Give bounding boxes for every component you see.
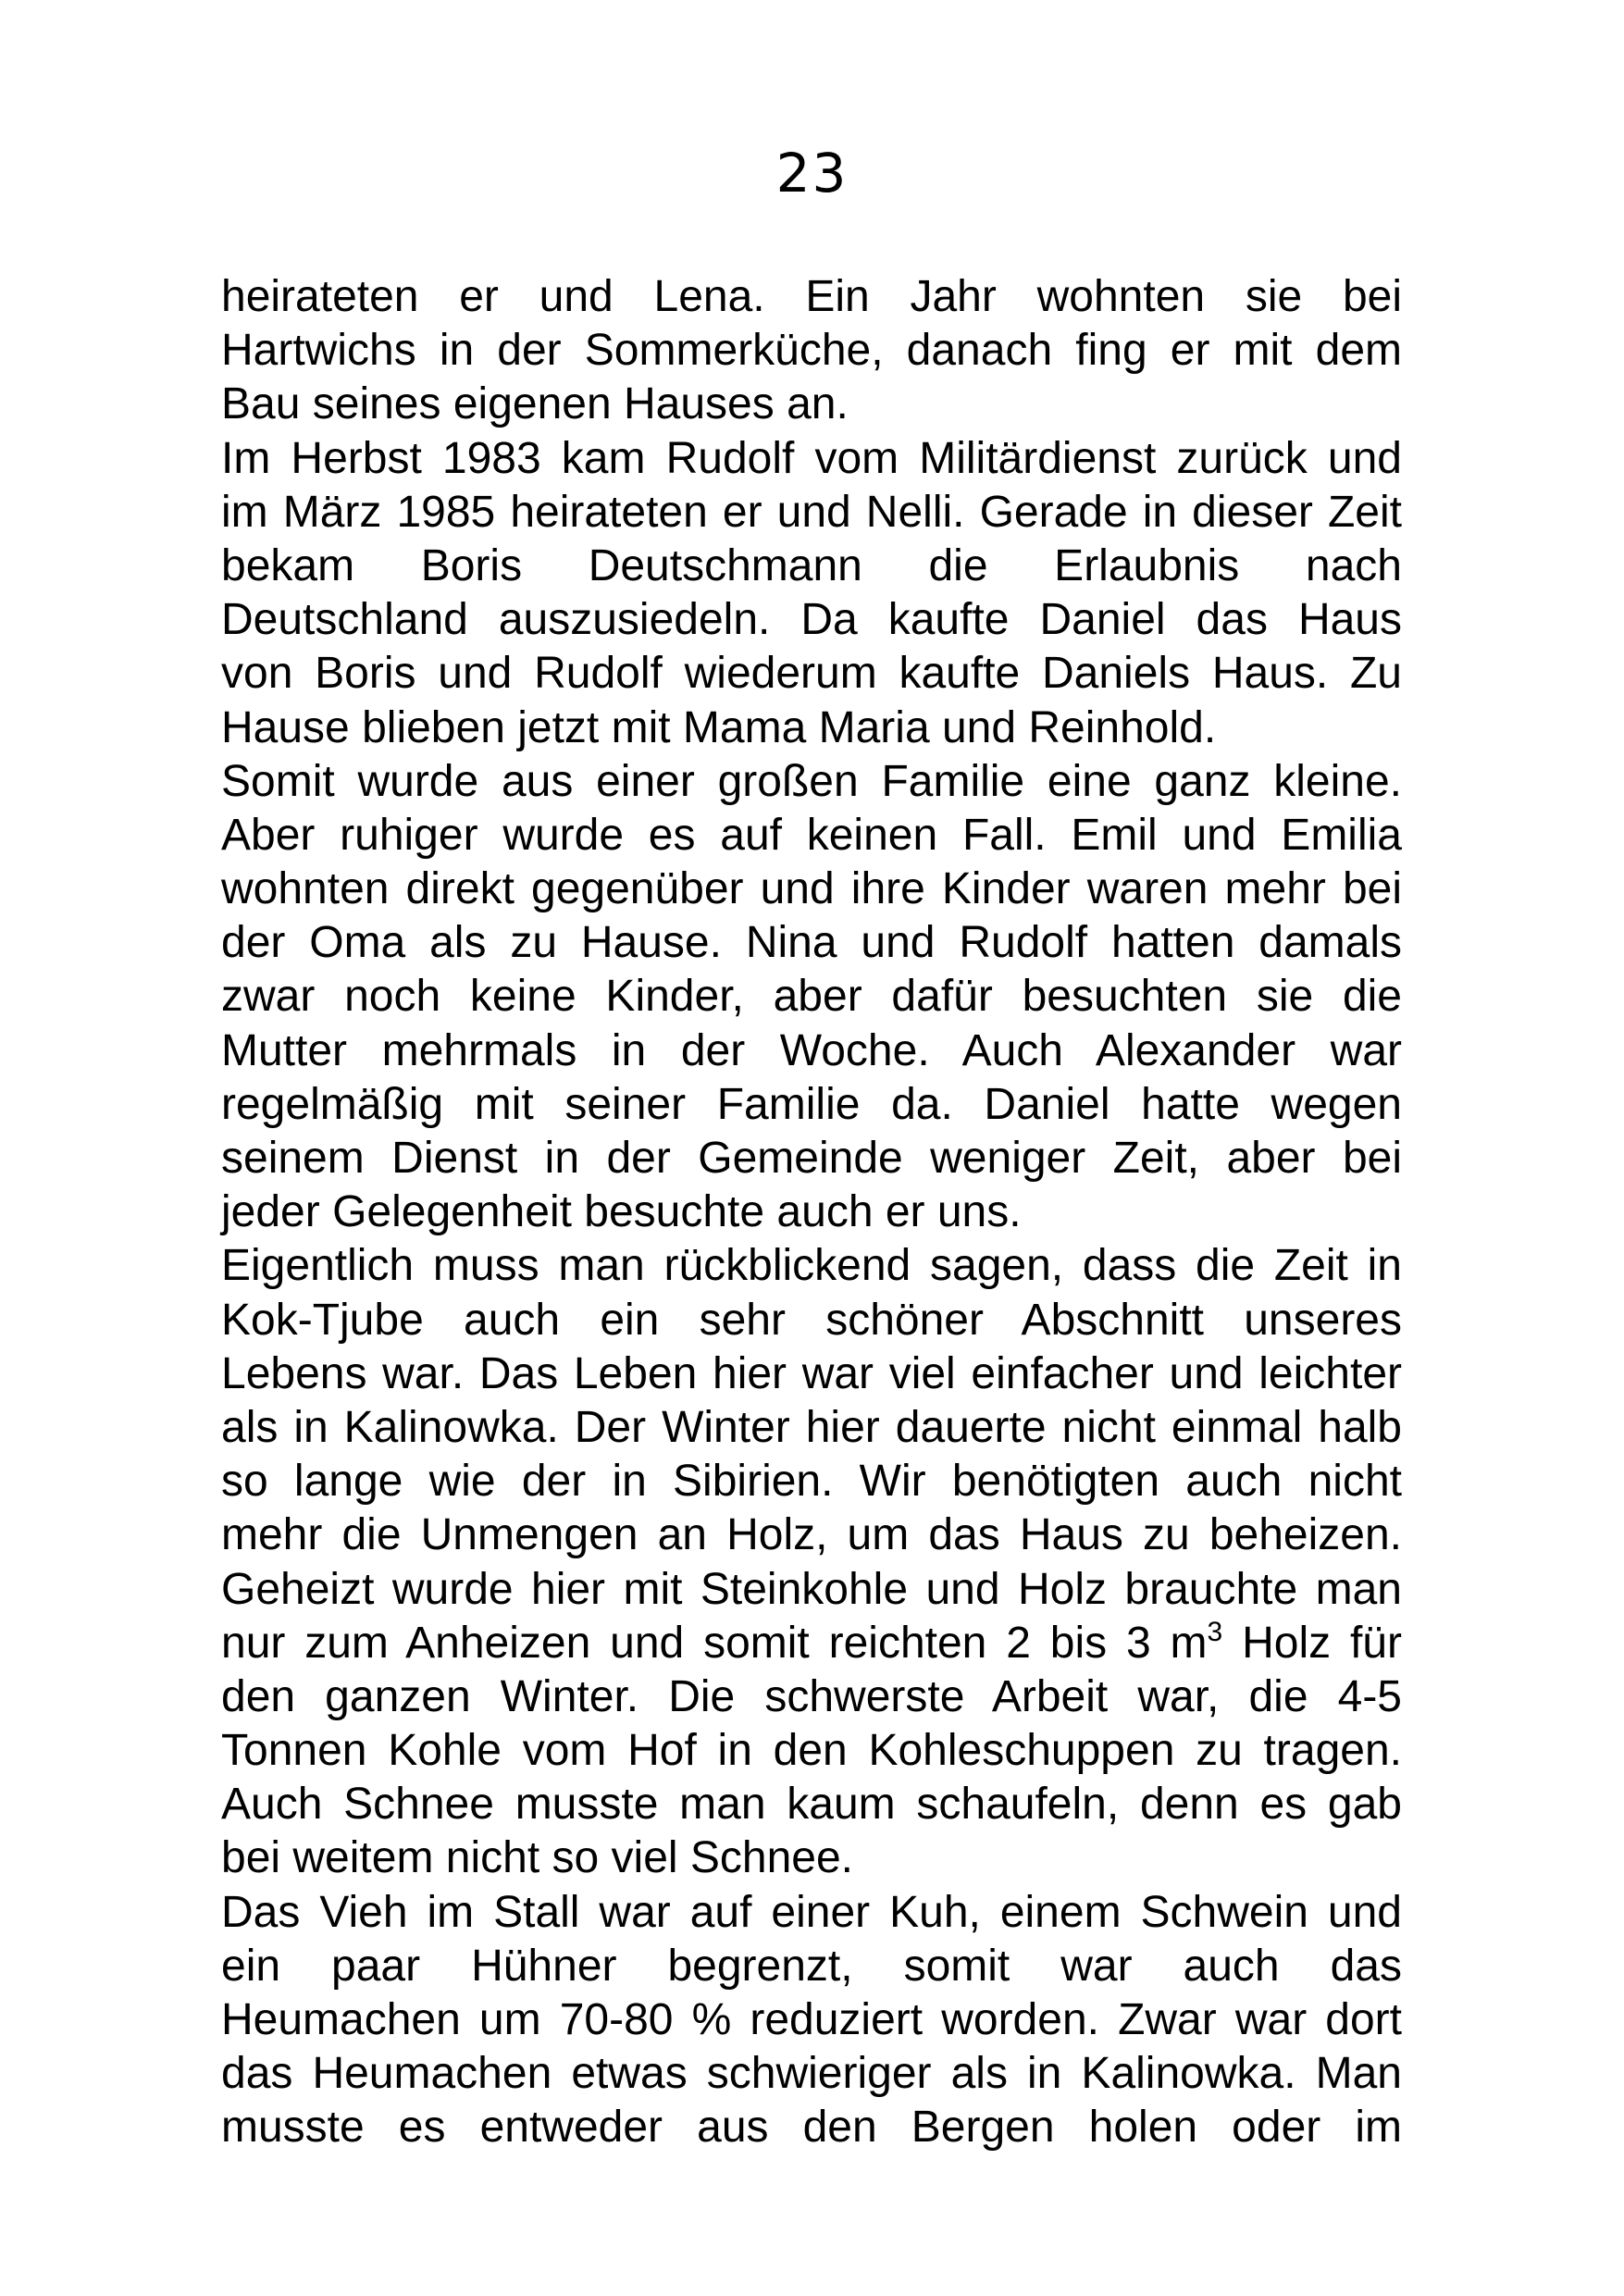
text-line: der Oma als zu Hause. Nina und Rudolf hatten damals — [221, 918, 1402, 968]
body-text — [221, 270, 1402, 2155]
page-number: 23 — [775, 142, 849, 205]
text-line: Eigentlich muss man rückblickend sagen, dass die Zeit in — [221, 1241, 1402, 1291]
text-line: Kok-Tjube auch ein sehr schöner Abschnitt unseres — [221, 1295, 1402, 1345]
text-line: das Heumachen etwas schwieriger als in Kalinowka. Man — [221, 2049, 1402, 2099]
text-line: musste es entweder aus den Bergen holen oder im — [221, 2103, 1402, 2153]
text-line: Deutschland auszusiedeln. Da kaufte Daniel das Haus — [221, 595, 1402, 645]
text-line: heirateten er und Lena. Ein Jahr wohnten sie bei — [221, 272, 1402, 321]
volume-superscript: 3 — [1207, 1616, 1223, 1647]
text-line: regelmäßig mit seiner Familie da. Daniel hatte wegen — [221, 1079, 1402, 1129]
text-line: als in Kalinowka. Der Winter hier dauerte nicht einmal halb — [221, 1402, 1402, 1452]
text-line: so lange wie der in Sibirien. Wir benötigten auch nicht — [221, 1457, 1402, 1507]
volume-text-after: Holz für — [1222, 1618, 1402, 1668]
text-line: Heumachen um 70-80 % reduziert worden. Zwar war dort — [221, 1995, 1402, 2044]
text-line: Hartwichs in der Sommerküche, danach fing er mit dem — [221, 326, 1402, 376]
text-line: Bau seines eigenen Hauses an. — [221, 379, 849, 429]
text-line: Im Herbst 1983 kam Rudolf vom Militärdienst zurück und — [221, 433, 1402, 483]
text-line: Geheizt wurde hier mit Steinkohle und Holz brauchte man — [221, 1564, 1402, 1614]
text-line: im März 1985 heirateten er und Nelli. Gerade in dieser Zeit — [221, 487, 1402, 537]
text-line: Somit wurde aus einer großen Familie eine ganz kleine. — [221, 756, 1402, 806]
text-line: zwar noch keine Kinder, aber dafür besuchten sie die — [221, 972, 1402, 1022]
text-line: bei weitem nicht so viel Schnee. — [221, 1833, 854, 1883]
text-line: Auch Schnee musste man kaum schaufeln, denn es gab — [221, 1780, 1402, 1830]
text-line: jeder Gelegenheit besuchte auch er uns. — [221, 1187, 1022, 1237]
text-line: den ganzen Winter. Die schwerste Arbeit war, die 4-5 — [221, 1671, 1402, 1721]
volume-text-before: nur zum Anheizen und somit reichten 2 bis 3 m — [221, 1618, 1208, 1668]
text-line-volume — [221, 1617, 1402, 1670]
text-line: Mutter mehrmals in der Woche. Auch Alexander war — [221, 1025, 1402, 1075]
text-line: ein paar Hühner begrenzt, somit war auch das — [221, 1941, 1402, 1991]
text-line: von Boris und Rudolf wiederum kaufte Daniels Haus. Zu — [221, 649, 1402, 699]
text-line: Lebens war. Das Leben hier war viel einfacher und leichter — [221, 1348, 1402, 1398]
text-line: Tonnen Kohle vom Hof in den Kohleschuppen zu tragen. — [221, 1726, 1402, 1776]
text-line: seinem Dienst in der Gemeinde weniger Zeit, aber bei — [221, 1134, 1402, 1183]
text-line: Das Vieh im Stall war auf einer Kuh, einem Schwein und — [221, 1887, 1402, 1937]
text-line: mehr die Unmengen an Holz, um das Haus zu beheizen. — [221, 1510, 1402, 1560]
text-line: Hause blieben jetzt mit Mama Maria und Reinhold. — [221, 702, 1217, 752]
text-line: wohnten direkt gegenüber und ihre Kinder waren mehr bei — [221, 864, 1402, 914]
text-line: Aber ruhiger wurde es auf keinen Fall. Emil und Emilia — [221, 810, 1402, 860]
text-line: bekam Boris Deutschmann die Erlaubnis nach — [221, 540, 1402, 590]
